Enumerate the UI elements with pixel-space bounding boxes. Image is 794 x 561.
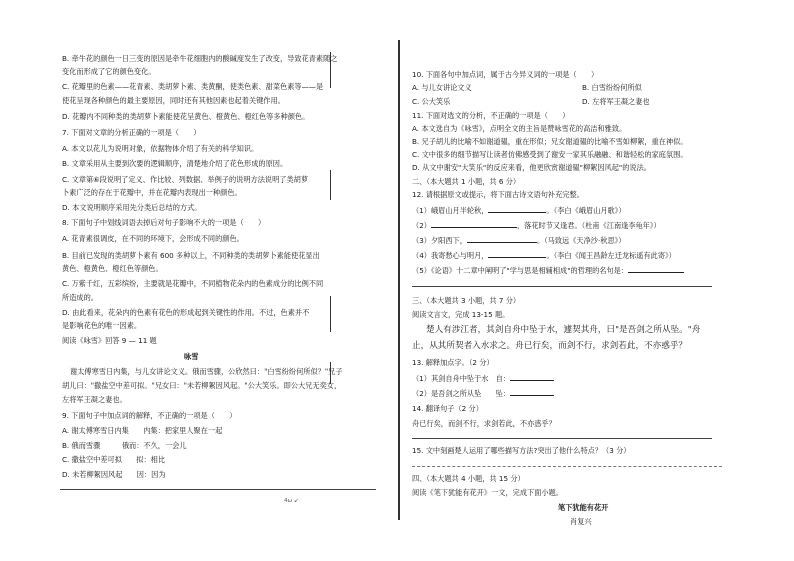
q11-option-c: C. 文中很多的细节描写让读者仿佛感受到了谢安一家其乐融融、和谐轻松的家庭氛围。 [412, 150, 688, 159]
margin-mark-1 [330, 52, 331, 88]
q7-option-a: A. 本文以花儿为说明对象，依据物体介绍了有关的科学知识。 [62, 144, 259, 153]
q12-stem: 12. 请根据原文或提示，将下面古诗文语句补充完整。 [412, 190, 584, 199]
q12-item-5: （5）《论语》十二章中阐明了"学与思是相辅相成"的哲理的名句是： [412, 265, 684, 275]
q13-item-1: （1）其剑自舟中坠于水 自： [412, 373, 554, 383]
q6-option-c-line1: C. 花瓣里的色素——花青素、类胡萝卜素、类黄酮，使类色素、甜菜色素等——是 [62, 82, 324, 91]
margin-mark-3 [330, 296, 331, 332]
margin-mark-4 [330, 362, 331, 384]
q8-option-c-line1: C. 万紫千红，五彩缤纷，主要就是花瓣中，不同植物花朵内的色素成分的比例不同 [62, 279, 324, 288]
q12-answer-line[interactable] [412, 286, 712, 287]
q10-option-c: C. 公大笑乐 [412, 97, 451, 106]
passage-line2: 胡儿曰："撒盐空中差可拟。"兄女曰："未若柳絮因风起。"公大笑乐。即公大兄无奕女， [62, 381, 342, 390]
section-two-heading: 二、（本大题共 1 小题，共 6 分） [412, 177, 521, 186]
q9-option-c: C. 撒盐空中差可拟 拟：相比 [62, 455, 166, 464]
q7-stem: 7. 下面对文章的分析正确的一项是（ ） [62, 128, 201, 137]
q7-option-d: D. 本文说明顺序采用先分类后总结的方式。 [62, 203, 202, 212]
q10-option-a: A. 与儿女讲论文义 [412, 83, 472, 92]
q10-stem: 10. 下面各句中加点词，属于古今异义词的一项是（ ） [412, 70, 599, 79]
q12-blank-2[interactable] [431, 220, 517, 228]
q6-option-c-line2: 使花呈现各种颜色的最主要原因，同时还有其他因素也起着关键作用。 [62, 96, 285, 105]
q8-stem: 8. 下面句子中划线词语去掉后对句子影响不大的一项是（ ） [62, 218, 266, 227]
q12-blank-5[interactable] [628, 265, 684, 273]
q8-option-b-line1: B. 目前已发现的类胡萝卜素有 600 多种以上，不同种类的类胡萝卜素能使花显出 [62, 251, 320, 260]
bottom-rule-left [60, 489, 376, 490]
q6-option-d: D. 花瓣内不同种类的类胡萝卜素能使花呈黄色、橙黄色、橙红色等多种颜色。 [62, 112, 310, 121]
q14-sentence: 舟已行矣，而剑不行，求剑若此，不亦惑乎？ [412, 419, 556, 428]
wenyan-passage-line1: 楚人有涉江者，其剑自舟中坠于水，遽契其舟，曰"是吾剑之所从坠。"舟 [426, 325, 701, 335]
q12-item-1: （1）峨眉山月半轮秋， 。（李白《峨眉山月歌》） [412, 206, 626, 215]
passage-line3: 左将军王凝之妻也。 [62, 395, 127, 404]
q12-blank-1[interactable] [488, 205, 546, 213]
q7-option-c-line1: C. 文章第⑥段说明了定义、作比较、列数据、举例子的说明方法说明了类胡萝 [62, 175, 309, 184]
wenyan-passage-line2: 止，从其所契者入水求之。舟已行矣，而剑不行，求剑若此，不亦惑乎？ [412, 341, 688, 351]
q9-option-a: A. 谢太傅寒雪日内集 内集：把家里人聚在一起 [62, 426, 223, 435]
section-three-heading: 三、（本大题共 3 小题，共 7 分） [412, 296, 521, 305]
q12-item-4: （4）我寄愁心与明月， 。（李白《闻王昌龄左迁龙标遥有此寄》） [412, 251, 676, 260]
q9-stem: 9. 下面句子中加点词的解释，不正确的一项是（ ） [62, 411, 237, 420]
q9-option-d: D. 未若柳絮因风起 因：因为 [62, 470, 166, 479]
q15-stem: 15. 文中刻画楚人运用了哪些描写方法?突出了他什么特点？（3 分） [412, 446, 631, 455]
q10-option-b: B. 白雪纷纷何所似 [582, 83, 642, 92]
q8-option-b-line2: 黄色、橙黄色、橙红色等颜色。 [62, 264, 163, 273]
reading-intro: 阅读《咏雪》回答 9 — 11 题 [62, 336, 157, 345]
q13-blank-2[interactable] [510, 388, 554, 396]
q12-blank-3[interactable] [467, 235, 537, 243]
q8-option-c-line2: 所造成的。 [62, 293, 98, 302]
reading-modern-intro: 阅读《笔下犹能有花开》一文，完成下面小题。 [412, 488, 563, 497]
margin-mark-2 [330, 170, 331, 200]
q8-option-d-line1: D. 由此看来，花朵内的色素有花色的形成起到关键性的作用。不过，色素并不 [62, 308, 310, 317]
q12-item-3: （3）夕阳西下， 。（马致远《天净沙·秋思》） [412, 236, 626, 245]
q12-blank-4[interactable] [488, 250, 546, 258]
q15-answer-line[interactable] [412, 466, 722, 467]
q11-option-d: D. 从文中谢安"大笑乐"的反应来看，他更欣赏谢道韫"柳絮因风起"的说法。 [412, 163, 651, 172]
q14-stem: 14. 翻译句子（2 分） [412, 404, 483, 413]
section-four-heading: 四、（本大题共 4 小题，共 15 分） [412, 474, 525, 483]
q13-blank-1[interactable] [510, 373, 554, 381]
q9-option-b: B. 俄而雪骤 俄而：不久，一会儿 [62, 441, 187, 450]
q8-option-d-line2: 是影响花色的唯一因素。 [62, 321, 142, 330]
q14-answer-line[interactable] [412, 438, 712, 439]
q11-option-a: A. 本文选自为《咏雪》，点明全文的主旨是赞咏雪花的高洁和雅致。 [412, 124, 627, 133]
article-title: 笔下犹能有花开 [558, 503, 609, 512]
q10-option-d: D. 左将军王凝之妻也 [582, 97, 650, 106]
q7-option-c-line2: 卜素广泛的存在于花瓣中，并在花瓣内表现出一种颜色。 [62, 188, 242, 197]
q13-item-2: （2）是吾剑之所从坠 坠： [412, 388, 554, 398]
q7-option-b: B. 文章采用从主要到次要的逻辑顺序，清楚地介绍了花色形成的原因。 [62, 159, 288, 168]
reading-wenyan-intro: 阅读文言文，完成 13-15 题。 [412, 310, 510, 319]
q11-option-b: B. 兄子胡儿的比喻不如谢道韫，重在形似；兄女谢道韫的比喻不雪如柳絮，重在神似。 [412, 137, 688, 146]
q6-option-b-line2: 变化而形成了它的颜色变化。 [62, 67, 156, 76]
passage-line1: 谢太傅寒雪日内集，与儿女讲论文义。俄而雪骤，公欣然曰："白雪纷纷何所似？"兄子 [70, 367, 343, 376]
q8-option-a: A. 花青素很调皮，在不同的环境下，会形成不同的颜色。 [62, 234, 244, 243]
q13-stem: 13. 解释加点字。（2 分） [412, 358, 494, 367]
q6-option-b-line1: B. 牵牛花的颜色一日三变的原因是牵牛花细胞内的酸碱度发生了改变，导致花青素随之 [62, 54, 338, 63]
right-column [400, 0, 794, 561]
q11-stem: 11. 下面对选文的分析，不正确的一项是（ ） [412, 111, 570, 120]
page-mark: 4ω ↙ [284, 498, 299, 504]
q12-item-2: （2） ，落花时节又逢君。（杜甫《江南逢李龟年》） [412, 221, 661, 230]
poem-title: 咏雪 [184, 352, 199, 361]
article-author: 肖复兴 [570, 517, 592, 526]
